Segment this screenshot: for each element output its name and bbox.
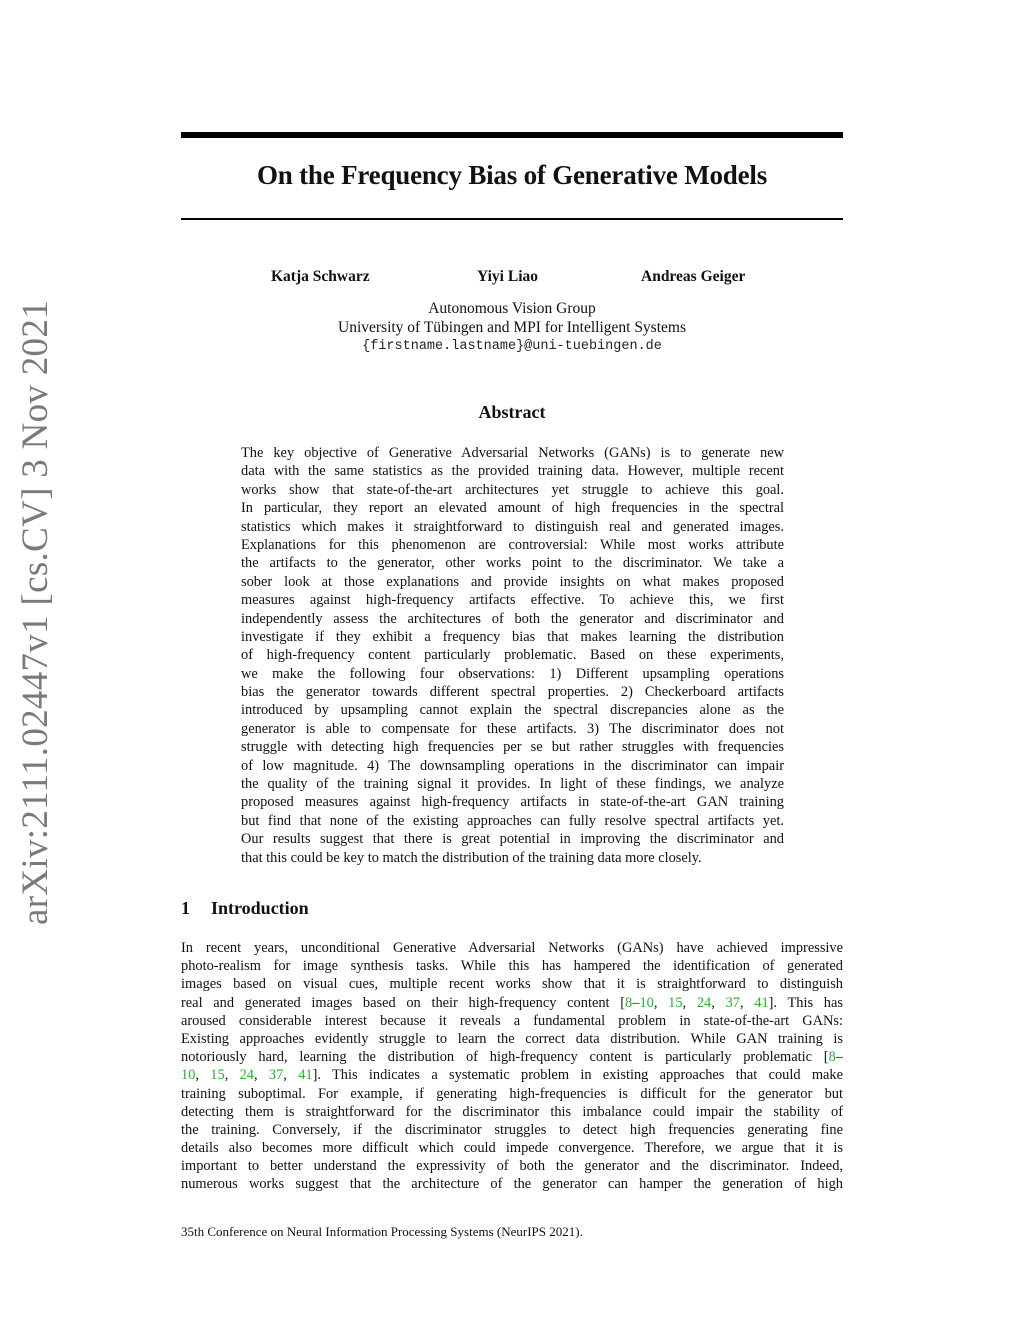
title-bottom-rule [181,218,843,220]
citation-link[interactable]: 24 [696,994,712,1011]
abstract-line: Our results suggest that there is great potential in improving the discriminator and [241,831,784,848]
abstract-line: that this could be key to match the distribution of the training data more closely. [241,849,702,866]
arxiv-stamp: arXiv:2111.02447v1 [cs.CV] 3 Nov 2021 [15,300,56,925]
intro-line: important to better understand the expressivity of both the generator and the discriminator. Indeed, [181,1158,843,1175]
abstract-heading: Abstract [478,402,546,422]
intro-line: details also becomes more difficult which could impede convergence. Therefore, we argue that it is [181,1140,843,1157]
intro-text: ]. This has [768,994,843,1011]
citation-link[interactable]: 15 [210,1067,225,1084]
abstract-line: data with the same statistics as the provided training data. However, multiple recent [241,463,784,480]
citation-separator: , [653,994,669,1011]
citation-separator: , [739,994,755,1011]
intro-line [181,1048,843,1066]
abstract-line: independently assess the architectures of both the generator and discriminator and [241,610,784,627]
section-title: Introduction [211,898,309,918]
abstract-line: bias the generator towards different spectral properties. 2) Checkerboard artifacts [241,684,784,701]
intro-line: Existing approaches evidently struggle to learn the correct data distribution. While GAN training is [181,1030,843,1047]
intro-line: photo-realism for image synthesis tasks. While this has hampered the identification of generated [181,958,843,975]
conference-footnote: 35th Conference on Neural Information Processing Systems (NeurIPS 2021). [181,1224,583,1239]
title-top-rule [181,132,843,138]
citation-link[interactable]: 24 [239,1067,254,1084]
author-list [181,268,843,288]
author-email: {firstname.lastname}@uni-tuebingen.de [362,339,662,354]
intro-line: the training. Conversely, if the discriminator struggles to detect high frequencies generating fine [181,1121,843,1138]
intro-line: aroused considerable interest because it reveals a fundamental problem in state-of-the-art GANs: [181,1012,843,1029]
citation-link[interactable]: 37 [725,994,740,1011]
abstract-line: In particular, they report an elevated amount of high frequencies in the spectral [241,500,784,517]
affiliation [181,299,843,356]
abstract-line: Explanations for this phenomenon are controversial: While most works attribute [241,536,784,553]
citation-dash: – [632,994,640,1011]
abstract-line: the artifacts to the generator, other works point to the discriminator. We take a [241,555,784,572]
section-heading-introduction [181,898,309,919]
citation-link[interactable]: 37 [268,1067,284,1084]
citation-separator: , [224,1067,240,1084]
author-name: Yiyi Liao [477,268,539,285]
author-name: Andreas Geiger [641,268,746,285]
abstract-line: generator is able to compensate for these artifacts. 3) The discriminator does not [241,720,784,737]
intro-text: notoriously hard, learning the distribution of high-frequency content is particularly problematic [ [181,1049,829,1066]
intro-line: In recent years, unconditional Generative Adversarial Networks (GANs) have achieved impressive [181,940,843,956]
intro-line: numerous works suggest that the architecture of the generator can hamper the generation of high [181,1176,843,1193]
section-number: 1 [181,898,190,918]
affiliation-institution: University of Tübingen and MPI for Intelligent Systems [338,319,686,336]
abstract-line: introduced by upsampling cannot explain the spectral discrepancies alone as the [241,702,784,719]
intro-line: images based on visual cues, multiple recent works show that it is straightforward to distinguish [181,976,843,993]
citation-link[interactable]: 8 [625,994,633,1011]
abstract-line: struggle with detecting high frequencies per se but rather struggles with frequencies [241,739,784,756]
abstract-line: measures against high-frequency artifacts effective. To achieve this, we first [241,592,784,609]
abstract-line: but find that none of the existing approaches can fully resolve spectral artifacts yet. [241,812,784,829]
citation-separator: , [711,994,726,1011]
citation-separator: , [682,994,697,1011]
author-name: Katja Schwarz [271,268,370,285]
affiliation-group: Autonomous Vision Group [428,300,596,317]
intro-line [181,1066,843,1084]
paper-title: On the Frequency Bias of Generative Models [256,160,768,190]
abstract-line: the quality of the training signal it provides. In light of these findings, we analyze [241,776,784,793]
citation-link[interactable]: 10 [181,1067,196,1084]
citation-link[interactable]: 41 [754,994,769,1011]
citation-separator: , [195,1067,211,1084]
abstract-line: statistics which makes it straightforward to distinguish real and generated images. [241,518,784,535]
abstract-line: of high-frequency content particularly problematic. Based on these experiments, [241,647,784,664]
intro-text: real and generated images based on their high-frequency content [ [181,994,626,1011]
citation-separator: , [283,1067,299,1084]
abstract-line: we make the following four observations: 1) Different upsampling operations [241,665,784,682]
intro-line: detecting them is straightforward for the discriminator this imbalance could impair the stability of [181,1103,843,1120]
abstract-line: investigate if they exhibit a frequency bias that makes learning the distribution [241,628,784,645]
abstract-body [241,444,784,867]
abstract-line: works show that state-of-the-art architectures yet struggle to achieve this goal. [241,481,784,498]
citation-link[interactable]: 15 [668,994,683,1011]
abstract-line: The key objective of Generative Adversarial Networks (GANs) is to generate new [241,445,784,461]
intro-line [181,994,843,1012]
citation-link[interactable]: 41 [298,1067,313,1084]
abstract-line: sober look at those explanations and provide insights on what makes proposed [241,573,784,590]
introduction-body [181,939,843,1194]
intro-text: ]. This indicates a systematic problem in existing approaches that could make [312,1067,844,1084]
citation-separator: , [253,1067,269,1084]
abstract-line: proposed measures against high-frequency artifacts in state-of-the-art GAN training [241,794,784,811]
citation-link[interactable]: 8 [828,1049,836,1066]
citation-dash: – [835,1049,843,1066]
intro-line: training suboptimal. For example, if generating high-frequencies is difficult for the generator but [181,1085,843,1102]
citation-link[interactable]: 10 [639,994,654,1011]
abstract-line: of low magnitude. 4) The downsampling operations in the discriminator can impair [241,757,784,774]
